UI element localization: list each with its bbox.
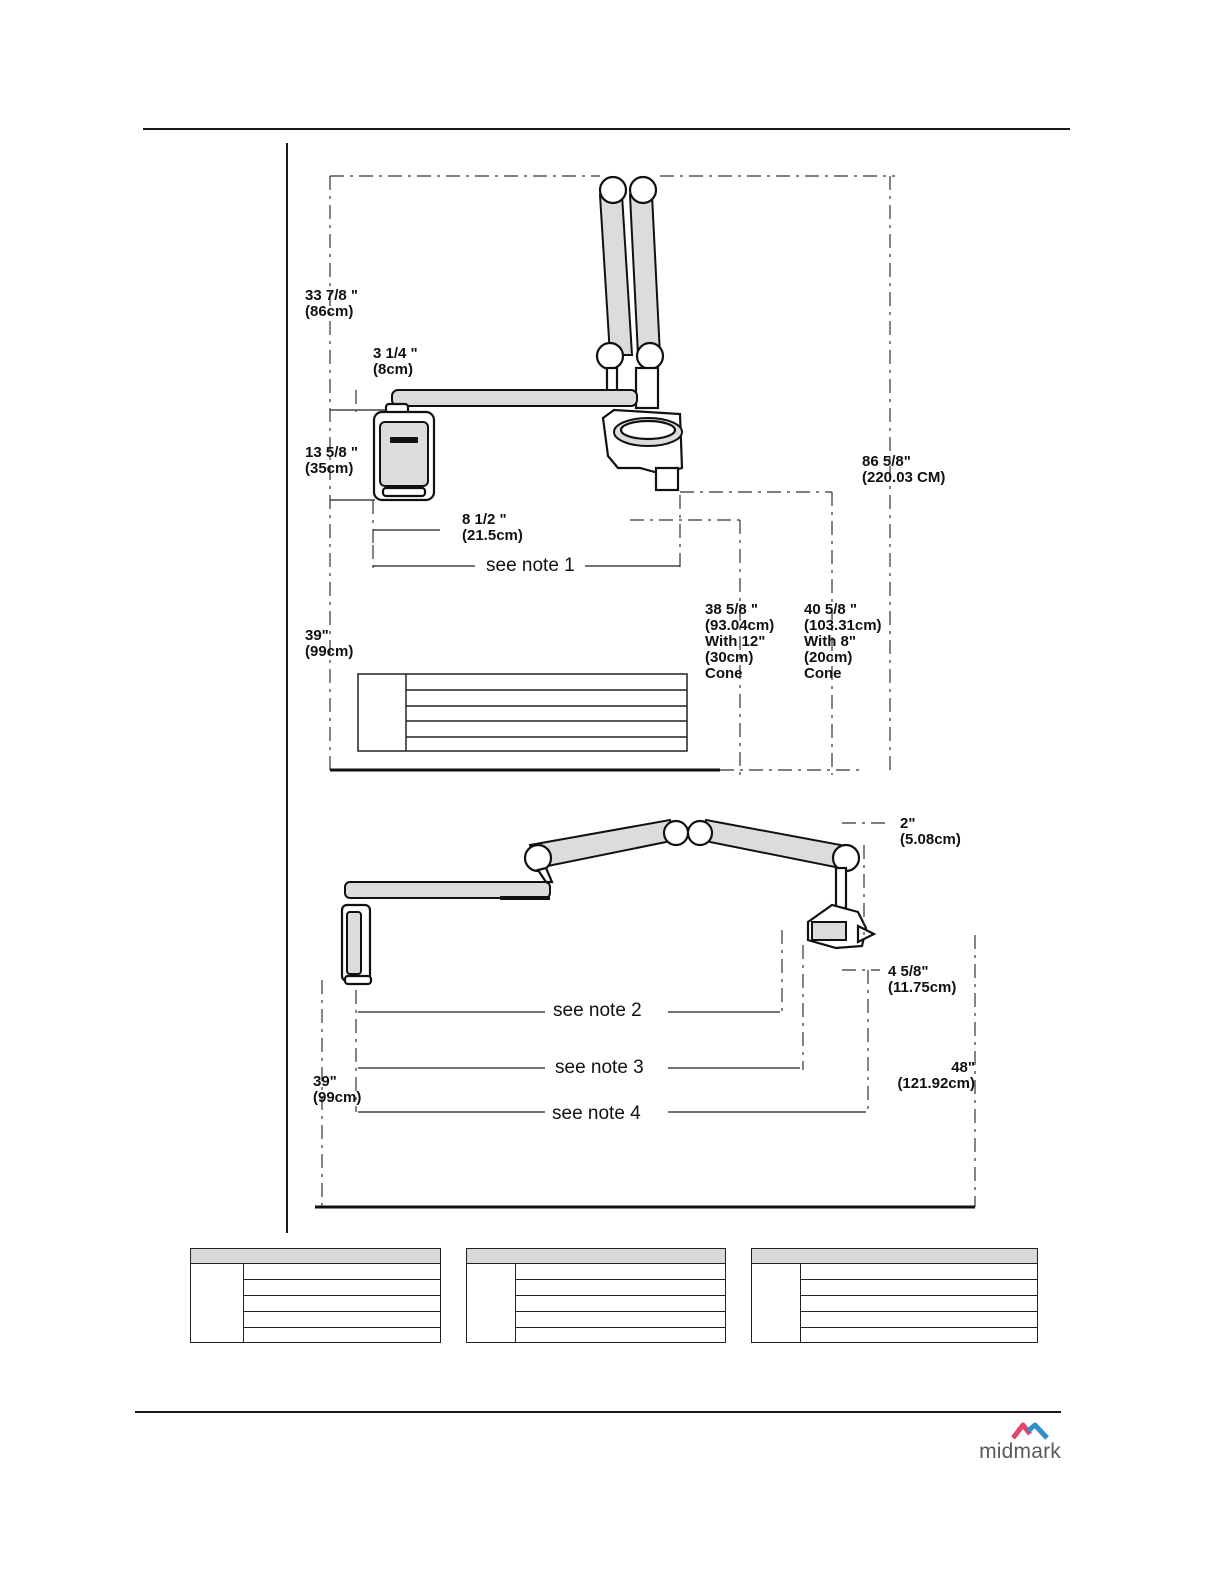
notes-table-middle: [466, 1248, 726, 1343]
dim-40-5-8: 40 5/8 " (103.31cm) With 8" (20cm) Cone: [804, 601, 882, 682]
dim-13-5-8: 13 5/8 " (35cm): [305, 444, 358, 477]
top-view: [305, 176, 945, 775]
notes-table-right: [751, 1248, 1038, 1343]
control-panel-side-view: [342, 905, 371, 984]
midmark-mark-icon: [1011, 1422, 1051, 1440]
control-panel-top-view: [374, 412, 434, 500]
dim-3-1-4: 3 1/4 " (8cm): [373, 345, 418, 378]
notes-table-left: [190, 1248, 441, 1343]
extension-arm: [392, 390, 637, 406]
dim-39-top: 39" (99cm): [305, 627, 354, 660]
dim-39-side: 39" (99cm): [313, 1073, 362, 1106]
brand-name: midmark: [979, 1440, 1061, 1463]
midmark-logo: [979, 1422, 1061, 1464]
tubehead-top-view: [603, 410, 682, 490]
dim-8-1-2: 8 1/2 " (21.5cm): [462, 511, 523, 544]
note-1-label: see note 1: [486, 555, 575, 576]
vertical-arm-top-view: [597, 177, 663, 408]
articulated-arm-side-view: [525, 820, 859, 908]
note-3-label: see note 3: [555, 1057, 644, 1078]
label-table-top: [358, 674, 687, 751]
side-extension-arm: [345, 882, 550, 898]
dim-38-5-8: 38 5/8 " (93.04cm) With 12" (30cm) Cone: [705, 601, 775, 682]
dim-2-inch: 2" (5.08cm): [900, 815, 961, 848]
note-2-label: see note 2: [553, 1000, 642, 1021]
dim-33-7-8: 33 7/8 " (86cm): [305, 287, 358, 320]
note-4-label: see note 4: [552, 1103, 641, 1124]
dim-86-5-8: 86 5/8" (220.03 CM): [862, 453, 946, 486]
dim-48-inch: 48" (121.92cm): [897, 1059, 975, 1092]
dim-4-5-8: 4 5/8" (11.75cm): [888, 963, 957, 996]
side-view: [313, 815, 975, 1207]
